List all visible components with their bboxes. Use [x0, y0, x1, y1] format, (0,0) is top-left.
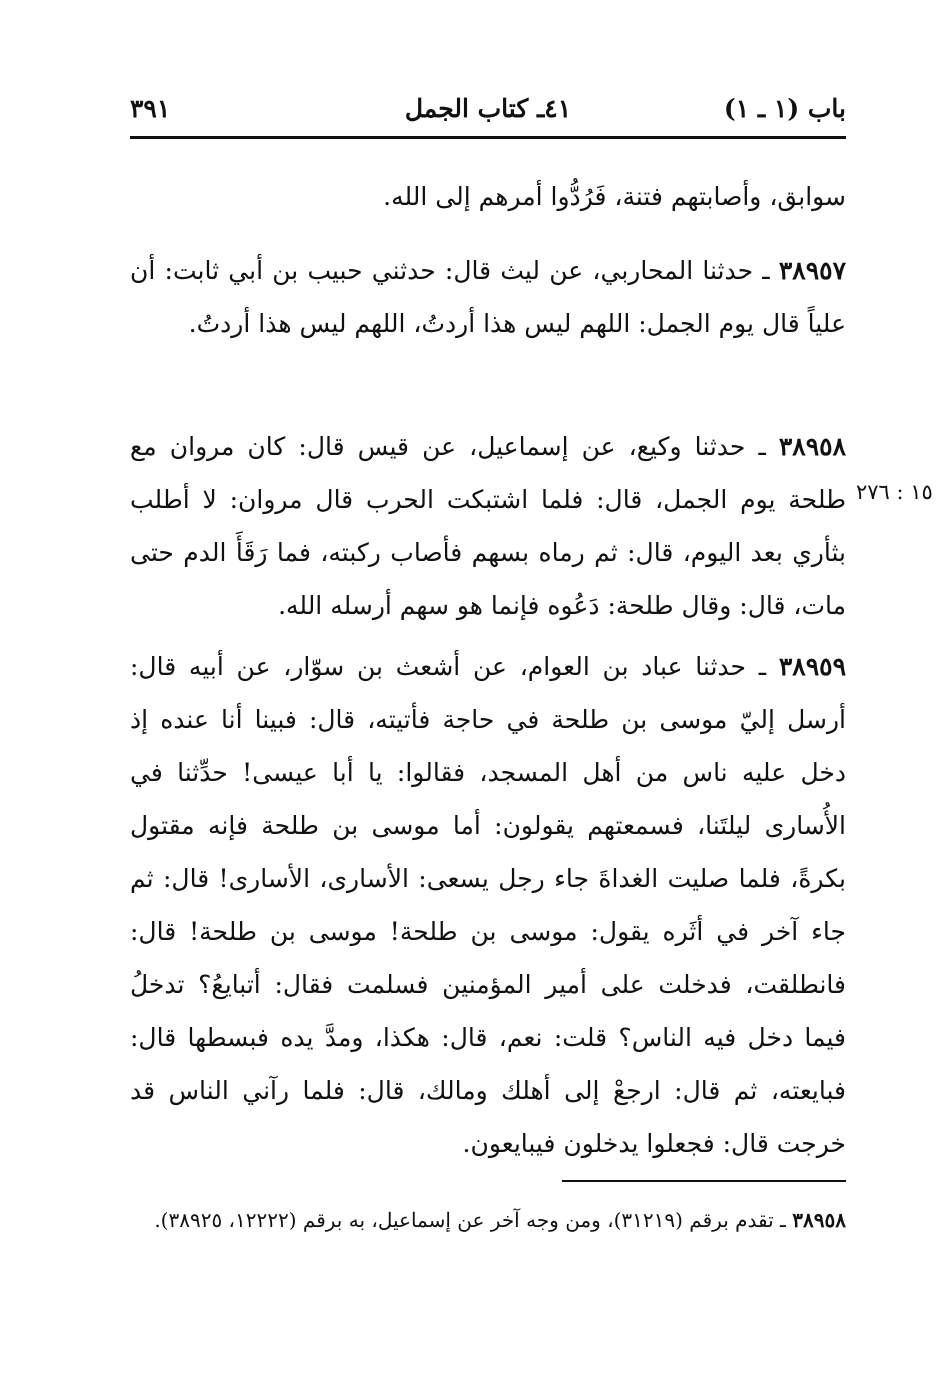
hadith-number: ٣٨٩٥٧ [778, 256, 846, 285]
footnote-divider [562, 1180, 846, 1182]
header-divider [130, 136, 846, 139]
margin-reference: ١٥ : ٢٧٦ [856, 480, 933, 504]
page-header [130, 88, 846, 132]
footnote-text: ـ تقدم برقم (٣١٢١٩)، ومن وجه آخر عن إسماعيل، به برقم (١٢٢٢٢، ٣٨٩٢٥). [154, 1208, 793, 1232]
hadith-number: ٣٨٩٥٩ [778, 652, 846, 681]
footnote [130, 1200, 846, 1240]
chapter-label: باب (١ ـ ١) [723, 94, 846, 123]
paragraph-text: سوابق، وأصابتهم فتنة، فَرُدُّوا أمرهم إلى الله. [383, 182, 846, 211]
paragraph-continuation [130, 170, 846, 223]
hadith-text: ـ حدثنا عباد بن العوام، عن أشعث بن سوّار، عن أبيه قال: أرسل إليّ موسى بن طلحة في حاجة فأتيته، قال: فبينا أنا عنده إذ دخل عليه ناس من أهل المسجد، فقالوا: يا أبا عيسى! حدِّثنا في الأُسارى ليلتَنا، فسمعتهم يقولون: أما موسى بن طلحة فإنه مقتول بكرةً، فلما صليت الغداةَ جاء رجل يسعى: الأسارى، الأسارى! قال: ثم جاء آخر في أثَره يقول: موسى بن طلحة! موسى بن طلحة! قال: فانطلقت، فدخلت على أمير المؤمنين فسلمت فقال: أتبايعُ؟ تدخلُ فيما دخل فيه الناس؟ قلت: نعم، قال: هكذا، ومدَّ يده فبسطها قال: فبايعته، ثم قال: ارجعْ إلى أهلك ومالك، قال: فلما رآني الناس قد خرجت قال: فجعلوا يدخلون فيبايعون. [130, 652, 846, 1158]
footnote-number: ٣٨٩٥٨ [792, 1208, 846, 1232]
hadith-number: ٣٨٩٥٨ [778, 432, 846, 461]
hadith-38958 [130, 420, 846, 632]
book-title: ٤١ـ كتاب الجمل [404, 94, 572, 123]
hadith-text: ـ حدثنا وكيع، عن إسماعيل، عن قيس قال: كان مروان مع طلحة يوم الجمل، قال: فلما اشتبكت الحرب قال مروان: لا أطلب بثأري بعد اليوم، قال: ثم رماه بسهم فأصاب ركبته، فما رَقَأَ الدم حتى مات، قال: وقال طلحة: دَعُوه فإنما هو سهم أرسله الله. [130, 432, 846, 620]
hadith-38957 [130, 244, 846, 350]
hadith-text: ـ حدثنا المحاربي، عن ليث قال: حدثني حبيب بن أبي ثابت: أن علياً قال يوم الجمل: اللهم ليس هذا أردتُ، اللهم ليس هذا أردتُ. [130, 256, 846, 338]
hadith-38959 [130, 640, 846, 1170]
page-number: ٣٩١ [130, 94, 171, 123]
